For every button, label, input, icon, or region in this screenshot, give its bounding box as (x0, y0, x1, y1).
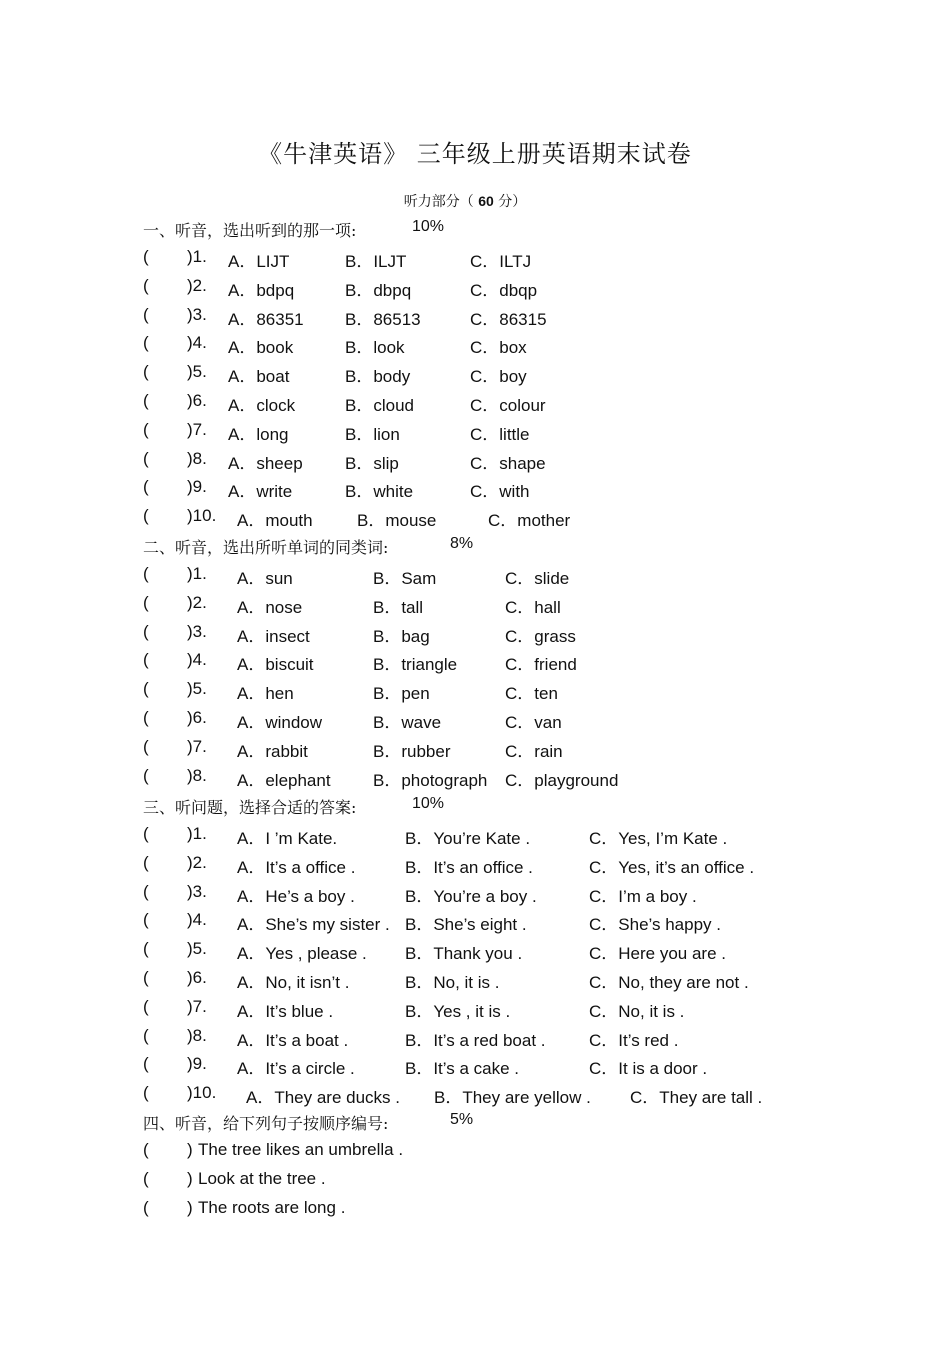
question-number: )8. (187, 1025, 207, 1045)
option-c: C．colour (470, 396, 546, 415)
option-b: B．ILJT (345, 252, 407, 271)
option-a: A．insect (237, 626, 310, 646)
answer-bracket[interactable]: ( (143, 1140, 149, 1159)
answer-bracket[interactable]: ( (143, 592, 149, 612)
question-number: )1. (187, 824, 207, 843)
answer-bracket[interactable]: ( (143, 564, 149, 583)
option-b: B．body (345, 367, 411, 387)
option-c: C．No, they are not . (589, 973, 749, 992)
subtitle-score: 60 (478, 193, 494, 209)
option-b: B．mouse (357, 511, 437, 531)
answer-bracket[interactable]: ( (143, 391, 149, 410)
question-number: )3. (187, 621, 207, 641)
option-b: B．cloud (345, 396, 414, 415)
option-a: A．window (237, 713, 323, 732)
option-c: C．ten (505, 684, 558, 704)
question-number: )5. (187, 679, 207, 699)
option-a: A．long (228, 424, 289, 444)
question-number: )6. (187, 391, 207, 410)
question-number: )2. (187, 592, 207, 612)
option-b: B．lion (345, 424, 400, 444)
answer-bracket[interactable]: ( (143, 852, 149, 872)
option-b: B．Yes , it is . (405, 1001, 511, 1021)
section-4-header (143, 1111, 474, 1134)
option-a: A．book (228, 338, 294, 358)
answer-bracket[interactable]: ( (143, 419, 149, 439)
option-b: B．No, it is . (405, 973, 500, 992)
question-number: )9. (187, 1054, 207, 1074)
subtitle-prefix: 听力部分（ (403, 194, 474, 210)
option-a: A．It’s a circle . (237, 1059, 355, 1079)
option-a: A．It’s a office . (237, 857, 356, 877)
option-b: B．You’re a boy . (405, 886, 537, 906)
option-a: A．elephant (237, 770, 331, 790)
question-number: )5. (187, 362, 207, 382)
question-number: )9. (187, 477, 207, 497)
question-number: )6. (187, 708, 207, 727)
option-b: B．photograph (373, 770, 488, 790)
answer-bracket[interactable]: ( (143, 765, 149, 785)
question-number: ) (187, 1168, 193, 1188)
subtitle-suffix: 分） (498, 194, 527, 210)
sentence-text: The tree likes an umbrella . (198, 1140, 404, 1159)
section-title: 四、听音，给下列句子按顺序编号: (143, 1114, 389, 1133)
option-b: B．It’s an office . (405, 857, 533, 877)
option-c: C．It is a door . (589, 1059, 708, 1079)
question-number: )4. (187, 333, 207, 353)
option-b: B．It’s a cake . (405, 1059, 520, 1079)
option-b: B．triangle (373, 655, 458, 675)
section-percent: 10% (412, 795, 445, 812)
answer-bracket[interactable]: ( (143, 679, 149, 699)
option-a: A．It’s a boat . (237, 1030, 349, 1050)
option-a: A．nose (237, 597, 303, 617)
section-title: 三、听问题，选择合适的答案: (143, 798, 357, 817)
option-c: C．mother (488, 511, 571, 531)
option-b: B．look (345, 338, 405, 358)
question-number: )8. (187, 448, 207, 468)
answer-bracket[interactable]: ( (143, 621, 149, 641)
answer-bracket[interactable]: ( (143, 1083, 149, 1103)
option-c: C．Here you are . (589, 944, 726, 964)
option-c: C．boy (470, 367, 527, 387)
option-c: C．86315 (470, 309, 547, 329)
answer-bracket[interactable]: ( (143, 824, 149, 843)
option-b: B．bag (373, 626, 430, 646)
option-b: B．You’re Kate . (405, 829, 531, 848)
option-b: B．tall (373, 597, 424, 617)
answer-bracket[interactable]: ( (143, 968, 149, 987)
answer-bracket[interactable]: ( (143, 708, 149, 727)
option-a: A．Yes , please . (237, 944, 367, 964)
question-number: )7. (187, 736, 207, 756)
section-2-header (143, 535, 474, 558)
question-number: )3. (187, 304, 207, 324)
option-b: B．pen (373, 684, 430, 704)
page-title: 《牛津英语》 三年级上册英语期末试卷 (258, 140, 692, 168)
question-number: )7. (187, 996, 207, 1016)
answer-bracket[interactable]: ( (143, 506, 149, 526)
option-a: A．write (228, 482, 293, 502)
option-a: A．rabbit (237, 741, 308, 761)
option-a: A．He’s a boy . (237, 886, 355, 906)
question-number: )10. (187, 1083, 217, 1103)
option-c: C．I’m a boy . (589, 886, 697, 906)
option-c: C．No, it is . (589, 1001, 685, 1021)
answer-bracket[interactable]: ( (143, 1168, 149, 1188)
question-number: )2. (187, 852, 207, 872)
answer-bracket[interactable]: ( (143, 448, 149, 468)
answer-bracket[interactable]: ( (143, 247, 149, 266)
question-number: )1. (187, 564, 207, 583)
option-b: B．She’s eight . (405, 915, 527, 935)
option-b: B．dbpq (345, 280, 412, 300)
section-percent: 10% (412, 218, 445, 235)
option-a: A．bdpq (228, 280, 295, 300)
answer-bracket[interactable]: ( (143, 1197, 149, 1217)
option-b: B．wave (373, 713, 442, 732)
option-b: B．white (345, 482, 414, 502)
option-b: B．It’s a red boat . (405, 1030, 546, 1050)
option-c: C．ILTJ (470, 252, 532, 271)
option-a: A．LIJT (228, 252, 290, 271)
answer-bracket[interactable]: ( (143, 275, 149, 295)
page-subtitle (0, 191, 930, 211)
option-c: C．Yes, it’s an office . (589, 857, 755, 877)
option-c: C．box (470, 338, 527, 358)
answer-bracket[interactable]: ( (143, 910, 149, 930)
question-number: )4. (187, 650, 207, 670)
option-b: B．Thank you . (405, 944, 523, 964)
option-c: C．dbqp (470, 280, 538, 300)
question-number: )10. (187, 506, 217, 526)
option-c: C．van (505, 713, 562, 732)
option-c: C．with (470, 482, 530, 502)
section-1-header (143, 218, 445, 241)
option-a: A．sheep (228, 453, 303, 473)
option-a: A．She’s my sister . (237, 915, 390, 935)
sentence-text: The roots are long . (198, 1197, 346, 1217)
option-b: B．They are yellow . (434, 1088, 591, 1108)
answer-bracket[interactable]: ( (143, 939, 149, 959)
section-3-header (143, 795, 445, 818)
question-number: ) (187, 1197, 193, 1217)
section-percent: 5% (450, 1111, 474, 1128)
question-number: )3. (187, 881, 207, 901)
answer-bracket[interactable]: ( (143, 1025, 149, 1045)
option-b: B．Sam (373, 569, 437, 588)
option-a: A．86351 (228, 309, 304, 329)
question-number: )4. (187, 910, 207, 930)
option-c: C．hall (505, 597, 561, 617)
option-c: C．little (470, 424, 530, 444)
option-a: A．clock (228, 396, 296, 415)
option-a: A．I ’m Kate. (237, 829, 338, 848)
answer-bracket[interactable]: ( (143, 477, 149, 497)
option-c: C．friend (505, 655, 577, 675)
question-number: )2. (187, 275, 207, 295)
option-c: C．Yes, I’m Kate . (589, 829, 728, 848)
option-b: B．slip (345, 453, 399, 473)
option-a: A．sun (237, 569, 293, 588)
answer-bracket[interactable]: ( (143, 1054, 149, 1074)
section-percent: 8% (450, 535, 474, 552)
question-number: )8. (187, 765, 207, 785)
option-a: A．boat (228, 367, 290, 387)
option-a: A．biscuit (237, 655, 314, 675)
option-c: C．grass (505, 626, 576, 646)
answer-bracket[interactable]: ( (143, 736, 149, 756)
section-title: 二、听音，选出所听单词的同类词: (143, 538, 389, 557)
question-number: )1. (187, 247, 207, 266)
option-c: C．playground (505, 770, 619, 790)
answer-bracket[interactable]: ( (143, 333, 149, 353)
option-c: C．shape (470, 453, 546, 473)
answer-bracket[interactable]: ( (143, 304, 149, 324)
option-a: A．They are ducks . (246, 1088, 401, 1108)
option-a: A．It’s blue . (237, 1001, 334, 1021)
sentence-text: Look at the tree . (198, 1168, 326, 1188)
section-title: 一、听音，选出听到的那一项: (143, 221, 357, 240)
option-b: B．rubber (373, 741, 451, 761)
question-number: ) (187, 1140, 193, 1159)
option-a: A．mouth (237, 511, 313, 531)
question-number: )7. (187, 419, 207, 439)
option-c: C．slide (505, 569, 570, 588)
option-c: C．She’s happy . (589, 915, 721, 935)
answer-bracket[interactable]: ( (143, 650, 149, 670)
answer-bracket[interactable]: ( (143, 881, 149, 901)
option-c: C．They are tall . (630, 1088, 763, 1108)
option-c: C．rain (505, 741, 563, 761)
option-a: A．No, it isn’t . (237, 973, 350, 992)
option-b: B．86513 (345, 309, 421, 329)
answer-bracket[interactable]: ( (143, 362, 149, 382)
question-number: )5. (187, 939, 207, 959)
question-number: )6. (187, 968, 207, 987)
option-a: A．hen (237, 684, 294, 704)
answer-bracket[interactable]: ( (143, 996, 149, 1016)
option-c: C．It’s red . (589, 1030, 679, 1050)
